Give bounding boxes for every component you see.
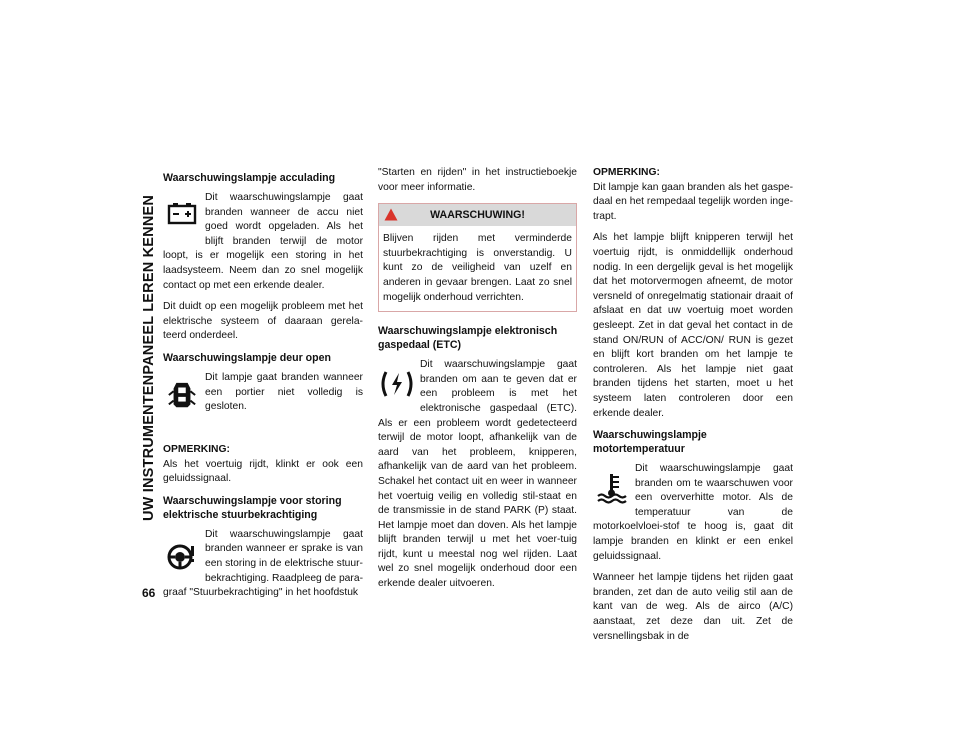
column-3 [593, 166, 793, 651]
section-title-etc: Waarschuwingslampje elektronisch gaspedaal (ETC) [378, 325, 558, 352]
battery-paragraph-2: Dit duidt op een mogelijk probleem met het elektrische systeem of daaraan gerela-teerd onderdeel. [163, 301, 363, 342]
section-title-door: Waarschuwingslampje deur open [163, 351, 331, 364]
steering-paragraph-continued: "Starten en rijden" in het instructieboekje voor meer informatie. [378, 167, 577, 193]
warning-header [379, 204, 576, 226]
etc-note [593, 166, 793, 224]
etc-paragraph-1: Dit waarschuwingslampje gaat branden om aan te geven dat er een probleem is met het elektronische gaspedaal (ETC). Als er een probleem wordt gedetecteerd terwijl de motor loopt, afhankelijk van de aard van het probleem, knipperen, afhankelijk van de aard van het probleem. Schakel het contact uit en weer in wanneer het voertuig veilig en volledig stil-staat en de transmissie in de stand PARK (P) staat. Het lampje moet dan doven. Als het lampje blijft branden terwijl u met het voer-tuig rijdt, kunt u meestal nog wel rijden. Laat wel zo snel mogelijk onderhoud door een erkende dealer uitvoeren. [378, 359, 577, 590]
electronic-throttle-icon [378, 360, 416, 416]
door-note [163, 443, 363, 487]
warning-triangle-icon [384, 208, 398, 221]
note-label: OPMERKING: [163, 443, 230, 455]
section-title-battery: Waarschuwingslampje acculading [163, 172, 336, 184]
page-number: 66 [142, 586, 156, 600]
steering-warning-icon [163, 530, 201, 586]
door-open-icon [163, 373, 201, 429]
chapter-side-tab [140, 150, 158, 565]
column-2 [378, 166, 577, 599]
etc-section [378, 358, 577, 599]
temperature-paragraph-2: Wanneer het lampje tijdens het rijden gaat branden, zet dan de auto veilig stil aan de kant van de weg. Als de airco (A/C) aanstaat, zet deze dan uit. Zet de versnellingsbak in de [593, 572, 793, 642]
note-label: OPMERKING: [593, 167, 660, 178]
steering-section [163, 528, 363, 608]
coolant-temperature-icon [593, 464, 631, 520]
battery-icon [163, 193, 201, 243]
warning-title: WAARSCHUWING! [430, 208, 525, 221]
warning-box [378, 203, 577, 312]
temperature-paragraph-1: Dit waarschuwingslampje gaat branden om te waarschuwen voor een oververhitte motor. Als de temperatuur van de motorkoelvloei-stof te hoog is, gaat dit lampje branden en klinkt er een enkel geluidssignaal. [593, 463, 793, 562]
warning-text: Blijven rijden met verminderde stuurbekrachtiging is onverstandig. U kunt zo de veiligheid van uzelf en anderen in gevaar brengen. Laat zo snel mogelijk onderhoud verrichten. [383, 233, 572, 303]
steering-paragraph-1: Dit waarschuwingslampje gaat branden wanneer er sprake is van een storing in de elektrische stuur-bekrachtiging. Raadpleeg de para-graaf "Stuurbekrachtiging" in het hoofdstuk [163, 528, 363, 599]
temperature-section [593, 462, 793, 571]
note-text: Dit lampje kan gaan branden als het gaspe-daal en het rempedaal tegelijk worden inge-trapt. [593, 181, 793, 222]
door-section [163, 371, 363, 429]
column-1 [163, 166, 363, 608]
door-paragraph-1: Dit lampje gaat branden wanneer een portier niet volledig is gesloten. [205, 371, 363, 413]
note-text: Als het voertuig rijdt, klinkt er ook een geluidssignaal. [163, 458, 363, 485]
battery-paragraph-1: Dit waarschuwingslampje gaat branden wanneer de accu niet goed wordt opgeladen. Als het blijft branden terwijl de motor loopt, is er mogelijk een storing in het laadsysteem. Neem dan zo snel mogelijk contact op met een erkende dealer. [163, 192, 363, 291]
chapter-title: UW INSTRUMENTENPANEEL LEREN KENNEN [141, 194, 157, 521]
etc-paragraph-2: Als het lampje blijft knipperen terwijl het voertuig rijdt, is onmiddellijk onderhoud nodig. In een dergelijk geval is het mogelijk dat het motorvermogen afneemt, de motor versneld of onregelmatig stationair draait of afslaat en dat uw voertuig moet worden gesleept. Zet in dat geval het contact in de stand ON/RUN of ACC/ON/ RUN is gezet en blijft kort branden om het lampje te controleren. Als het lampje niet gaat branden tijdens het starten, moet u het systeem laten controleren door een erkende dealer. [593, 232, 793, 419]
battery-section [163, 191, 363, 300]
section-title-steering: Waarschuwingslampje voor storing elektrische stuurbekrachtiging [163, 494, 342, 521]
section-title-temperature: Waarschuwingslampje motortemperatuur [593, 429, 707, 456]
